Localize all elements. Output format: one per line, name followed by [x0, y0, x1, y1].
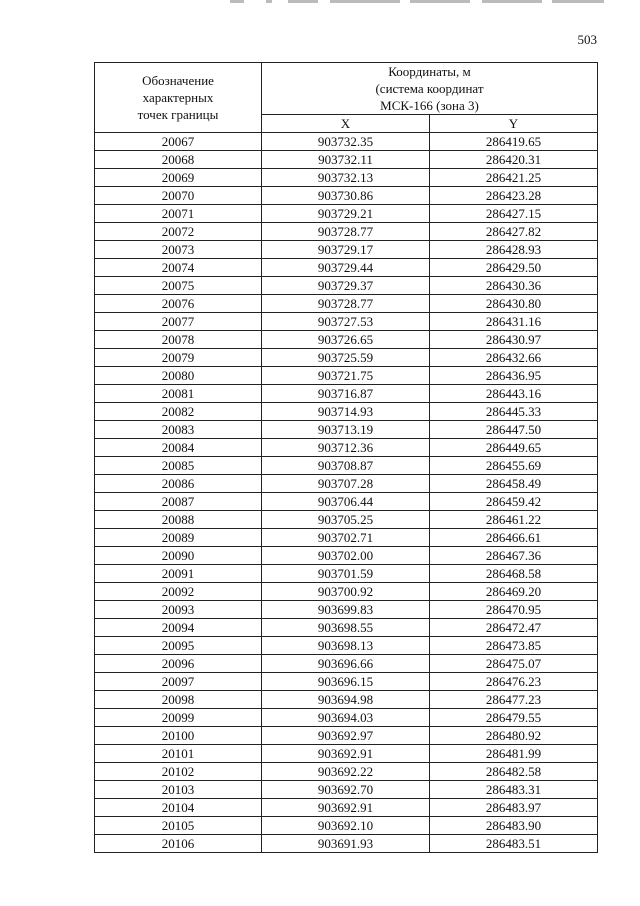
x-coordinate-cell: 903702.00: [262, 547, 430, 565]
y-coordinate-cell: 286449.65: [430, 439, 598, 457]
header-point-label: Обозначение характерных точек границы: [137, 73, 219, 122]
y-coordinate-cell: 286431.16: [430, 313, 598, 331]
point-id-cell: 20086: [95, 475, 262, 493]
point-id-cell: 20067: [95, 133, 262, 151]
scan-artifact-marks: [230, 0, 610, 4]
y-coordinate-cell: 286473.85: [430, 637, 598, 655]
point-id-cell: 20085: [95, 457, 262, 475]
table-row: [95, 583, 598, 601]
y-coordinate-cell: 286428.93: [430, 241, 598, 259]
point-id-cell: 20076: [95, 295, 262, 313]
x-coordinate-cell: 903701.59: [262, 565, 430, 583]
point-id-cell: 20069: [95, 169, 262, 187]
x-coordinate-cell: 903702.71: [262, 529, 430, 547]
point-id-cell: 20100: [95, 727, 262, 745]
x-coordinate-cell: 903721.75: [262, 367, 430, 385]
x-coordinate-cell: 903692.10: [262, 817, 430, 835]
x-coordinate-cell: 903706.44: [262, 493, 430, 511]
point-id-cell: 20093: [95, 601, 262, 619]
x-coordinate-cell: 903729.44: [262, 259, 430, 277]
y-coordinate-cell: 286470.95: [430, 601, 598, 619]
y-coordinate-cell: 286475.07: [430, 655, 598, 673]
y-coordinate-cell: 286479.55: [430, 709, 598, 727]
point-id-cell: 20082: [95, 403, 262, 421]
point-id-cell: 20078: [95, 331, 262, 349]
y-coordinate-cell: 286483.97: [430, 799, 598, 817]
y-coordinate-cell: 286483.90: [430, 817, 598, 835]
y-coordinate-cell: 286483.51: [430, 835, 598, 853]
coordinates-table: [94, 62, 598, 853]
point-id-cell: 20106: [95, 835, 262, 853]
table-row: [95, 367, 598, 385]
point-id-cell: 20084: [95, 439, 262, 457]
x-coordinate-cell: 903729.21: [262, 205, 430, 223]
y-coordinate-cell: 286436.95: [430, 367, 598, 385]
y-coordinate-cell: 286467.36: [430, 547, 598, 565]
x-coordinate-cell: 903729.37: [262, 277, 430, 295]
point-id-cell: 20096: [95, 655, 262, 673]
y-coordinate-cell: 286421.25: [430, 169, 598, 187]
x-coordinate-cell: 903727.53: [262, 313, 430, 331]
x-coordinate-cell: 903732.35: [262, 133, 430, 151]
table-row: [95, 259, 598, 277]
header-y: Y: [430, 115, 598, 133]
x-coordinate-cell: 903716.87: [262, 385, 430, 403]
x-coordinate-cell: 903692.22: [262, 763, 430, 781]
x-coordinate-cell: 903694.98: [262, 691, 430, 709]
point-id-cell: 20075: [95, 277, 262, 295]
x-coordinate-cell: 903714.93: [262, 403, 430, 421]
y-coordinate-cell: 286459.42: [430, 493, 598, 511]
x-coordinate-cell: 903730.86: [262, 187, 430, 205]
y-coordinate-cell: 286468.58: [430, 565, 598, 583]
x-coordinate-cell: 903728.77: [262, 295, 430, 313]
y-coordinate-cell: 286423.28: [430, 187, 598, 205]
table-row: [95, 205, 598, 223]
table-row: [95, 241, 598, 259]
x-coordinate-cell: 903692.70: [262, 781, 430, 799]
y-coordinate-cell: 286445.33: [430, 403, 598, 421]
y-coordinate-cell: 286443.16: [430, 385, 598, 403]
x-coordinate-cell: 903691.93: [262, 835, 430, 853]
x-coordinate-cell: 903692.91: [262, 799, 430, 817]
table-body: [95, 133, 598, 853]
point-id-cell: 20094: [95, 619, 262, 637]
y-coordinate-cell: 286430.36: [430, 277, 598, 295]
point-id-cell: 20081: [95, 385, 262, 403]
table-row: [95, 151, 598, 169]
table-row: [95, 637, 598, 655]
table-row: [95, 223, 598, 241]
x-coordinate-cell: 903694.03: [262, 709, 430, 727]
x-coordinate-cell: 903725.59: [262, 349, 430, 367]
point-id-cell: 20073: [95, 241, 262, 259]
y-coordinate-cell: 286481.99: [430, 745, 598, 763]
point-id-cell: 20087: [95, 493, 262, 511]
y-coordinate-cell: 286430.80: [430, 295, 598, 313]
header-point-designation: [95, 63, 262, 133]
point-id-cell: 20071: [95, 205, 262, 223]
point-id-cell: 20091: [95, 565, 262, 583]
point-id-cell: 20068: [95, 151, 262, 169]
table-row: [95, 475, 598, 493]
x-coordinate-cell: 903712.36: [262, 439, 430, 457]
point-id-cell: 20098: [95, 691, 262, 709]
y-coordinate-cell: 286429.50: [430, 259, 598, 277]
y-coordinate-cell: 286455.69: [430, 457, 598, 475]
table-row: [95, 799, 598, 817]
point-id-cell: 20083: [95, 421, 262, 439]
point-id-cell: 20105: [95, 817, 262, 835]
table-row: [95, 565, 598, 583]
table-row: [95, 601, 598, 619]
table-row: [95, 187, 598, 205]
page-number: 503: [577, 32, 597, 47]
table-row: [95, 295, 598, 313]
point-id-cell: 20070: [95, 187, 262, 205]
x-coordinate-cell: 903705.25: [262, 511, 430, 529]
point-id-cell: 20101: [95, 745, 262, 763]
header-x: X: [262, 115, 430, 133]
point-id-cell: 20104: [95, 799, 262, 817]
point-id-cell: 20080: [95, 367, 262, 385]
point-id-cell: 20092: [95, 583, 262, 601]
point-id-cell: 20090: [95, 547, 262, 565]
y-coordinate-cell: 286480.92: [430, 727, 598, 745]
y-coordinate-cell: 286432.66: [430, 349, 598, 367]
table-row: [95, 169, 598, 187]
y-coordinate-cell: 286427.82: [430, 223, 598, 241]
x-coordinate-cell: 903696.15: [262, 673, 430, 691]
table-row: [95, 745, 598, 763]
table-row: [95, 277, 598, 295]
y-coordinate-cell: 286472.47: [430, 619, 598, 637]
table-row: [95, 511, 598, 529]
y-coordinate-cell: 286466.61: [430, 529, 598, 547]
y-coordinate-cell: 286461.22: [430, 511, 598, 529]
table-row: [95, 763, 598, 781]
x-coordinate-cell: 903692.97: [262, 727, 430, 745]
y-coordinate-cell: 286469.20: [430, 583, 598, 601]
x-coordinate-cell: 903726.65: [262, 331, 430, 349]
table-row: [95, 655, 598, 673]
y-coordinate-cell: 286447.50: [430, 421, 598, 439]
point-id-cell: 20095: [95, 637, 262, 655]
point-id-cell: 20088: [95, 511, 262, 529]
y-coordinate-cell: 286483.31: [430, 781, 598, 799]
y-coordinate-cell: 286430.97: [430, 331, 598, 349]
y-coordinate-cell: 286458.49: [430, 475, 598, 493]
point-id-cell: 20103: [95, 781, 262, 799]
point-id-cell: 20079: [95, 349, 262, 367]
point-id-cell: 20099: [95, 709, 262, 727]
y-coordinate-cell: 286427.15: [430, 205, 598, 223]
point-id-cell: 20072: [95, 223, 262, 241]
header-coordinates-label: Координаты, м (система координат МСК-166 (зона 3): [375, 64, 484, 113]
table-row: [95, 421, 598, 439]
y-coordinate-cell: 286419.65: [430, 133, 598, 151]
x-coordinate-cell: 903698.13: [262, 637, 430, 655]
table-row: [95, 457, 598, 475]
table-row: [95, 781, 598, 799]
y-coordinate-cell: 286477.23: [430, 691, 598, 709]
table-row: [95, 673, 598, 691]
table-row: [95, 313, 598, 331]
x-coordinate-cell: 903699.83: [262, 601, 430, 619]
table-row: [95, 385, 598, 403]
table-row: [95, 727, 598, 745]
point-id-cell: 20102: [95, 763, 262, 781]
table-row: [95, 709, 598, 727]
table-row: [95, 619, 598, 637]
x-coordinate-cell: 903698.55: [262, 619, 430, 637]
table-row: [95, 691, 598, 709]
table-row: [95, 439, 598, 457]
table-row: [95, 817, 598, 835]
x-coordinate-cell: 903729.17: [262, 241, 430, 259]
table-row: [95, 493, 598, 511]
x-coordinate-cell: 903732.13: [262, 169, 430, 187]
x-coordinate-cell: 903707.28: [262, 475, 430, 493]
point-id-cell: 20077: [95, 313, 262, 331]
point-id-cell: 20097: [95, 673, 262, 691]
y-coordinate-cell: 286482.58: [430, 763, 598, 781]
x-coordinate-cell: 903732.11: [262, 151, 430, 169]
table-row: [95, 547, 598, 565]
table-row: [95, 331, 598, 349]
x-coordinate-cell: 903728.77: [262, 223, 430, 241]
table-row: [95, 349, 598, 367]
point-id-cell: 20074: [95, 259, 262, 277]
x-coordinate-cell: 903692.91: [262, 745, 430, 763]
point-id-cell: 20089: [95, 529, 262, 547]
table-row: [95, 133, 598, 151]
table-row: [95, 403, 598, 421]
header-coordinates: [262, 63, 598, 115]
y-coordinate-cell: 286420.31: [430, 151, 598, 169]
x-coordinate-cell: 903696.66: [262, 655, 430, 673]
x-coordinate-cell: 903713.19: [262, 421, 430, 439]
table-row: [95, 835, 598, 853]
table-row: [95, 529, 598, 547]
x-coordinate-cell: 903700.92: [262, 583, 430, 601]
x-coordinate-cell: 903708.87: [262, 457, 430, 475]
y-coordinate-cell: 286476.23: [430, 673, 598, 691]
